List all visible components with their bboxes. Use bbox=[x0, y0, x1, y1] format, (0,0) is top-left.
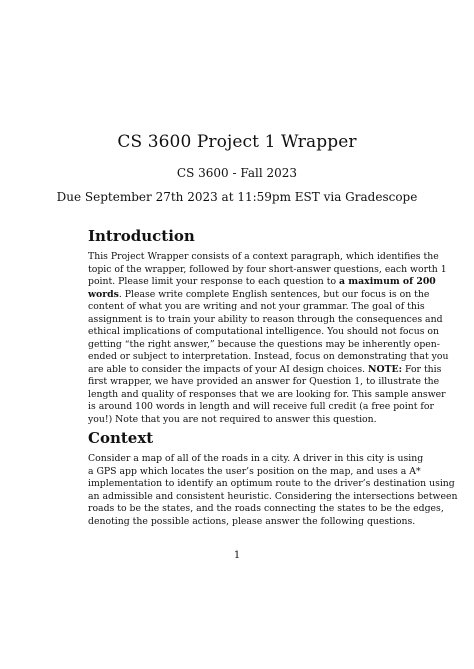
paragraph-line bbox=[88, 276, 436, 289]
line-text: is around 100 words in length and will receive full credit (a free point for bbox=[88, 401, 434, 412]
paragraph-line bbox=[88, 401, 434, 414]
paragraph-line bbox=[88, 326, 440, 339]
paragraph-line bbox=[88, 453, 424, 466]
emphasis-text: words bbox=[88, 288, 119, 300]
context-paragraph bbox=[88, 453, 458, 528]
paragraph-line bbox=[88, 388, 446, 402]
line-text: a GPS app which locates the user’s position on the map, and uses a A* bbox=[88, 465, 421, 477]
paragraph-line bbox=[88, 414, 400, 427]
line-text: denoting the possible actions, please answer the following questions. bbox=[88, 515, 416, 527]
line-text: are able to consider the impacts of your AI design choices. bbox=[88, 363, 368, 375]
paragraph-line bbox=[88, 338, 440, 352]
paragraph-line bbox=[88, 363, 442, 377]
paragraph-line bbox=[88, 288, 430, 302]
line-text: For this bbox=[402, 363, 442, 375]
course-term: CS 3600 - Fall 2023 bbox=[176, 166, 298, 180]
emphasis-text: NOTE: bbox=[368, 363, 403, 375]
line-text: implementation to identify an optimum route to the driver’s destination using bbox=[88, 478, 455, 489]
paragraph-line bbox=[88, 515, 416, 529]
due-date: Due September 27th 2023 at 11:59pm EST via Gradescope bbox=[56, 190, 418, 204]
line-text: This Project Wrapper consists of a context paragraph, which identifies the bbox=[88, 251, 439, 262]
line-text: . Please write complete English sentences, but our focus is on the bbox=[118, 288, 430, 300]
paragraph-line bbox=[88, 251, 439, 264]
paragraph-line bbox=[88, 376, 440, 389]
page-number: 1 bbox=[233, 550, 241, 561]
line-text: content of what you are writing and not your grammar. The goal of this bbox=[88, 301, 425, 312]
paragraph-line bbox=[88, 503, 444, 516]
line-text: Consider a map of all of the roads in a city. A driver in this city is using bbox=[88, 453, 424, 464]
introduction-paragraph bbox=[88, 251, 449, 426]
line-text: topic of the wrapper, followed by four short-answer questions, each worth 1 bbox=[88, 263, 447, 275]
emphasis-text: a maximum of 200 bbox=[339, 276, 436, 287]
line-text: ethical implications of computational intelligence. You should not focus on bbox=[88, 326, 440, 337]
context-heading: Context bbox=[88, 429, 154, 447]
line-text: first wrapper, we have provided an answer for Question 1, to illustrate the bbox=[88, 376, 440, 387]
paragraph-line bbox=[88, 478, 455, 491]
line-text: length and quality of responses that we are looking for. This sample answer bbox=[88, 388, 446, 400]
line-text: ended or subject to interpretation. Instead, focus on demonstrating that you bbox=[88, 351, 449, 362]
document-title: CS 3600 Project 1 Wrapper bbox=[117, 132, 357, 152]
line-text: getting “the right answer,” because the questions may be inherently open- bbox=[88, 338, 440, 350]
paragraph-line bbox=[88, 465, 421, 479]
line-text: an admissible and consistent heuristic. Considering the intersections between bbox=[88, 490, 458, 502]
line-text: assignment is to train your ability to reason through the consequences and bbox=[88, 313, 443, 325]
paragraph-line bbox=[88, 313, 443, 327]
paragraph-line bbox=[88, 351, 449, 364]
paragraph-line bbox=[88, 301, 425, 314]
paragraph-line bbox=[88, 263, 447, 277]
introduction-heading: Introduction bbox=[88, 227, 195, 245]
paragraph-line bbox=[88, 490, 458, 504]
line-text: you!) Note that you are not required to answer this question. bbox=[88, 413, 377, 425]
line-text: point. Please limit your response to each question to bbox=[88, 276, 340, 287]
line-text: roads to be the states, and the roads connecting the states to be the edges, bbox=[88, 503, 444, 514]
